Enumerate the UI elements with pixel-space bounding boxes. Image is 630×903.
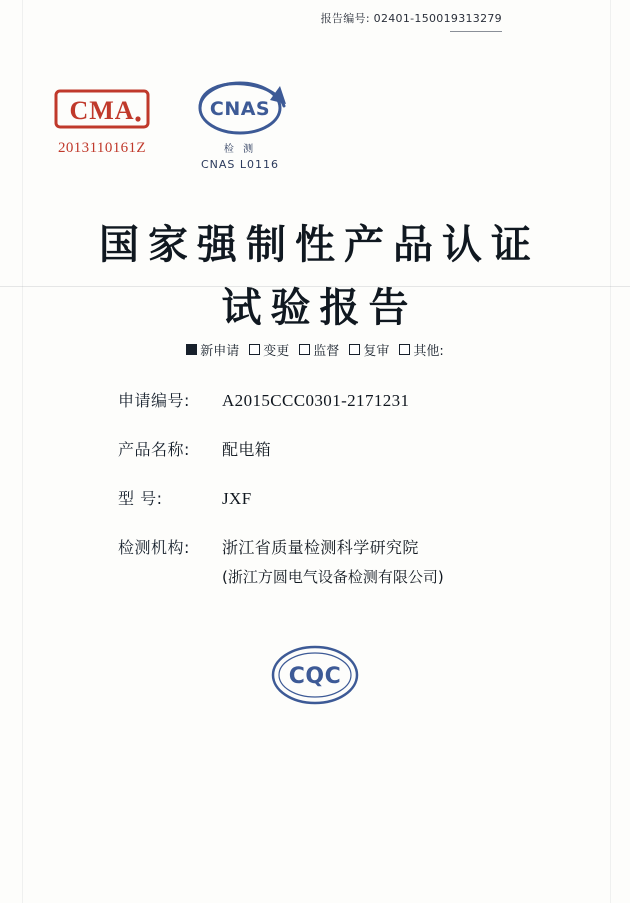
checkbox-item-review[interactable] [349, 340, 389, 359]
field-testing-organization-label: 检测机构: [118, 538, 190, 557]
cnas-subtitle: 检 测 [223, 144, 257, 155]
checkbox-other-icon[interactable] [399, 344, 410, 355]
field-application-number-label: 申请编号: [118, 391, 190, 410]
field-application-number-value: A2015CCC0301-2171231 [222, 391, 410, 410]
checkbox-other-label: 其他: [413, 344, 444, 359]
cqc-mark-block [0, 640, 630, 714]
field-model-value: JXF [222, 489, 252, 508]
scan-crease-vertical-right [610, 0, 611, 903]
checkbox-item-other[interactable] [399, 340, 443, 359]
field-product-name-value: 配电箱 [222, 440, 272, 459]
header-rule [450, 31, 502, 32]
application-type-row [0, 340, 630, 359]
scan-crease-vertical-left [22, 0, 23, 903]
field-testing-organization-subvalue: (浙江方圆电气设备检测有限公司) [222, 568, 444, 586]
checkbox-item-new[interactable] [186, 340, 239, 359]
checkbox-supervision-icon[interactable] [299, 344, 310, 355]
cma-icon [54, 88, 150, 130]
checkbox-item-change[interactable] [249, 340, 289, 359]
document-title-line1: 国家强制性产品认证 [99, 222, 540, 268]
document-title-line2: 试验报告 [221, 285, 418, 331]
checkbox-change-icon[interactable] [249, 344, 260, 355]
field-testing-organization [118, 535, 538, 558]
cma-mark-block [36, 88, 168, 157]
field-model-label: 型 号: [118, 489, 163, 508]
cqc-icon [267, 640, 363, 710]
field-testing-organization-value: 浙江省质量检测科学研究院 [222, 538, 419, 557]
svg-text:CQC: CQC [288, 664, 342, 689]
checkbox-review-label: 复审 [363, 344, 390, 359]
cnas-icon [184, 78, 296, 144]
report-number-value: 02401-150019313279 [373, 12, 502, 25]
checkbox-review-icon[interactable] [349, 344, 360, 355]
report-number-label: 报告编号: [320, 12, 370, 25]
field-model [118, 486, 538, 509]
field-application-number [118, 388, 538, 411]
cma-code: 2013110161Z [57, 140, 146, 156]
report-number-bar [0, 6, 630, 30]
field-list [118, 388, 538, 613]
field-product-name-label: 产品名称: [118, 440, 190, 459]
checkbox-new-icon[interactable] [186, 344, 197, 355]
checkbox-item-supervision[interactable] [299, 340, 339, 359]
report-number [321, 10, 502, 26]
cnas-code: CNAS L0116 [200, 158, 280, 171]
checkbox-change-label: 变更 [263, 344, 290, 359]
svg-text:CMA: CMA [69, 96, 135, 125]
svg-text:CNAS: CNAS [209, 98, 271, 120]
field-product-name [118, 437, 538, 460]
cnas-mark-block [176, 78, 304, 171]
checkbox-new-label: 新申请 [200, 344, 240, 359]
checkbox-supervision-label: 监督 [313, 344, 340, 359]
